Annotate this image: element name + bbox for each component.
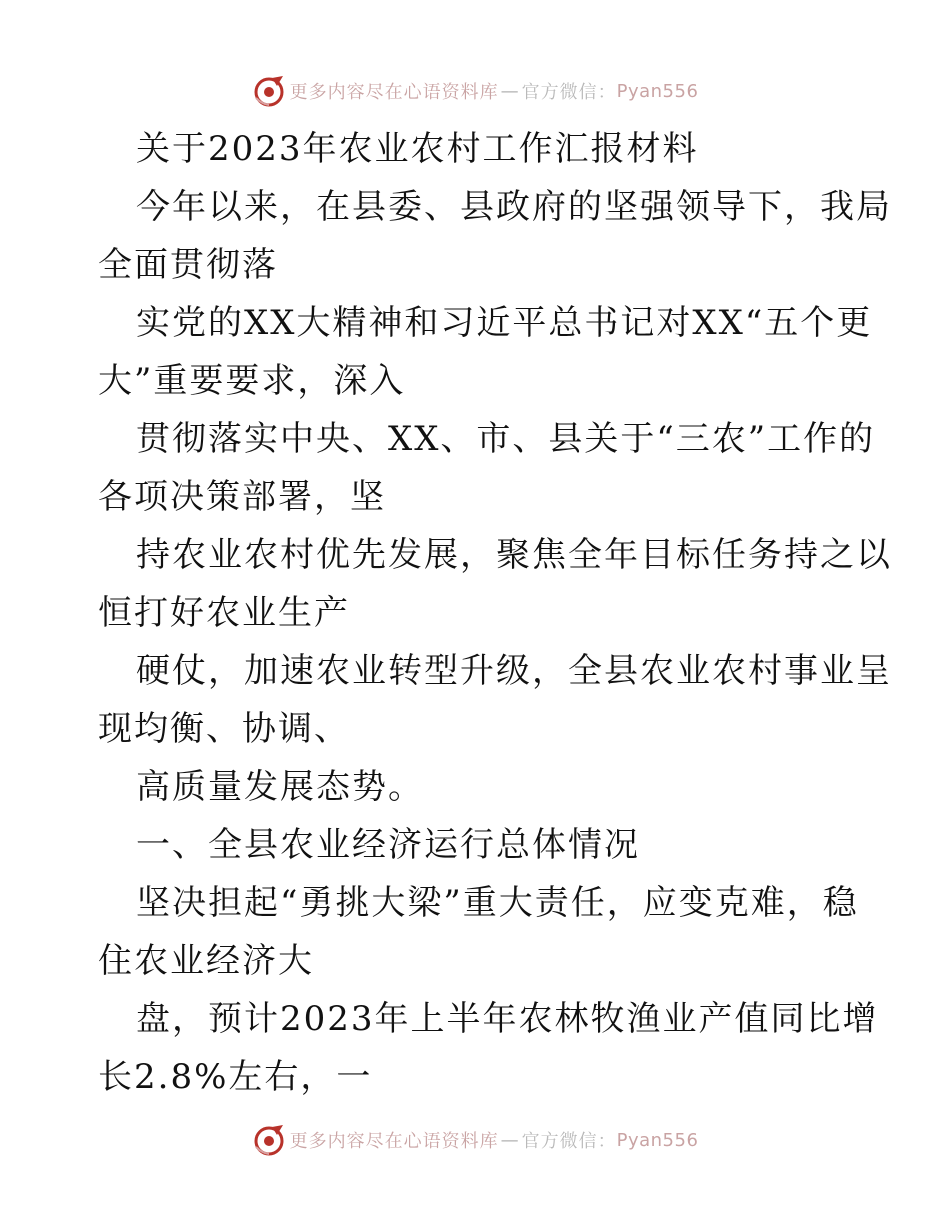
- quill-logo-icon: [252, 74, 286, 108]
- document-line: 贯彻落实中央、XX、市、县关于“三农”工作的: [136, 419, 876, 459]
- document-line: 高质量发展态势。: [136, 767, 424, 807]
- banner-dash: —: [500, 80, 520, 102]
- document-line: 持农业农村优先发展，聚焦全年目标任务持之以: [136, 535, 892, 575]
- document-line: 全面贯彻落: [98, 245, 278, 285]
- banner-wechat-id: Pyan556: [616, 1129, 699, 1151]
- document-line: 坚决担起“勇挑大梁”重大责任，应变克难，稳: [136, 883, 859, 923]
- banner-text: 更多内容尽在心语资料库: [289, 82, 499, 103]
- banner-wechat-label: 官方微信：: [521, 82, 617, 103]
- banner-dash: —: [500, 1129, 520, 1151]
- document-title: 关于2023年农业农村工作汇报材料: [136, 129, 699, 169]
- document-line: 长2.8%左右，一: [98, 1057, 373, 1097]
- document-body: [98, 120, 892, 1106]
- document-line: 一、全县农业经济运行总体情况: [136, 825, 640, 865]
- quill-logo-icon: [252, 1123, 286, 1157]
- document-line: 恒打好农业生产: [98, 593, 350, 633]
- document-line: 住农业经济大: [98, 941, 314, 981]
- footer-banner: [0, 1122, 950, 1158]
- document-line: 硬仗，加速农业转型升级，全县农业农村事业呈: [136, 651, 892, 691]
- banner-text: 更多内容尽在心语资料库: [289, 1131, 499, 1152]
- document-line: 实党的XX大精神和习近平总书记对XX“五个更: [136, 303, 873, 343]
- document-line: 现均衡、协调、: [98, 709, 350, 749]
- document-line: 各项决策部署，坚: [98, 477, 386, 517]
- document-line: 盘，预计2023年上半年农林牧渔业产值同比增: [136, 999, 879, 1039]
- banner-wechat-label: 官方微信：: [521, 1131, 617, 1152]
- banner-wechat-id: Pyan556: [616, 80, 699, 102]
- header-banner: [0, 73, 950, 109]
- document-lines: [98, 178, 892, 1106]
- document-line: 大”重要要求，深入: [98, 361, 406, 401]
- document-line: 今年以来，在县委、县政府的坚强领导下，我局: [136, 187, 892, 227]
